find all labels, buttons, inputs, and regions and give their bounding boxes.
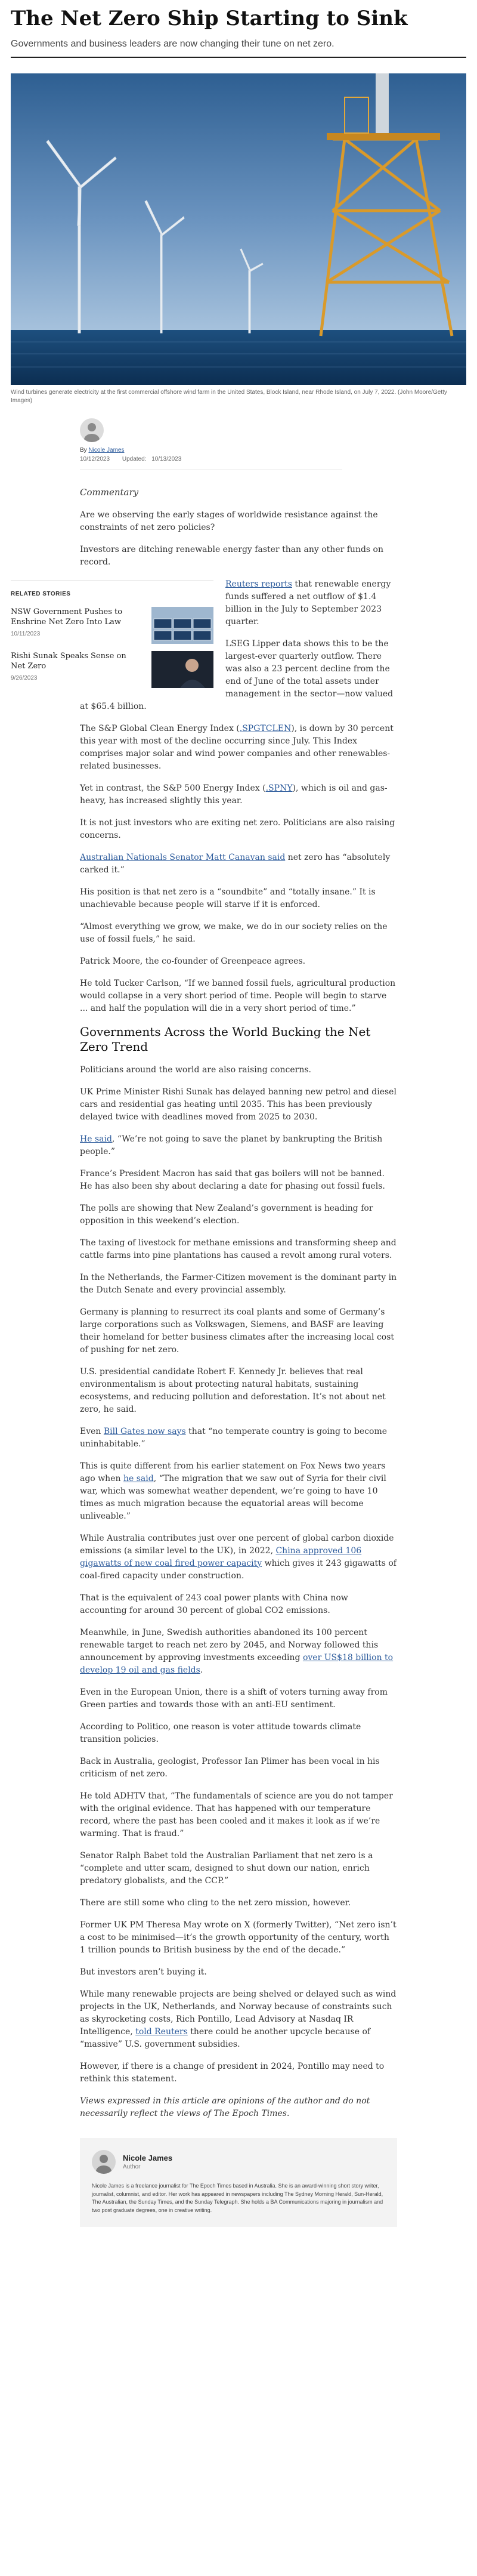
paragraph: Germany is planning to resurrect its coal plants and some of Germany’s large corporations such as Volkswagen, Siemens, and BASF are leaving their homeland for better business climates after the increasing local cost of pushing for net zero.: [80, 1307, 395, 1355]
paragraph: While many renewable projects are being shelved or delayed such as wind projects in the UK, Netherlands, and Norway because of constraints such as skyrocketing costs, Rich Pontillo, Lead Advisory at Nasdaq IR Intelligence, told Reuters there could be another upcycle because of “massive” U.S. government subsidies.: [80, 1989, 397, 2049]
byline-dates: [80, 456, 342, 470]
article-subtitle: Governments and business leaders are now changing their tune on net zero.: [11, 39, 466, 58]
related-stories-heading: RELATED STORIES: [11, 590, 71, 597]
gates-said-link[interactable]: he said: [123, 1473, 154, 1483]
paragraph: Reuters reports that renewable energy funds suffered a net outflow of $1.4 billion in the July to September 2023 quarter.: [225, 579, 391, 627]
related-story-date: 9/26/2023: [11, 674, 38, 681]
speaker-portrait-image: [151, 651, 213, 688]
paragraph: Senator Ralph Babet told the Australian Parliament that net zero is a “complete and utter scam, designed to shut down our nation, enrich predatory globalists, and the CCP.”: [80, 1850, 373, 1886]
paragraph: Politicians around the world are also raising concerns.: [80, 1065, 311, 1075]
byline-author-line: [80, 447, 342, 454]
solar-panels-image: [151, 607, 213, 644]
norway-oil-gas-link[interactable]: over US$18 billion to develop 19 oil and gas fields: [80, 1652, 394, 1675]
author-box-role: Author: [123, 2163, 141, 2170]
paragraph: He told ADHTV that, “The fundamentals of science are you do not tamper with the original evidence. That has happened with our temperature record, where the past has been cooled and it makes it look as if we’re warming. That is fraud.”: [80, 1791, 393, 1838]
opinion-disclaimer: Views expressed in this article are opinions of the author and do not necessarily reflect the views of The Epoch Times.: [80, 2096, 370, 2118]
related-story-title[interactable]: Rishi Sunak Speaks Sense on Net Zero: [11, 651, 126, 671]
author-box-name[interactable]: Nicole James: [123, 2153, 173, 2162]
canavan-link[interactable]: Australian Nationals Senator Matt Canavan said: [80, 852, 286, 862]
paragraph: The polls are showing that New Zealand’s government is heading for opposition in this weekend’s election.: [80, 1203, 373, 1226]
section-heading: Governments Across the World Bucking the Net Zero Trend: [80, 1024, 371, 1054]
paragraph: Yet in contrast, the S&P 500 Energy Index (.SPNY), which is oil and gas-heavy, has increased slightly this year.: [80, 783, 388, 806]
page-bottom-spacer: [0, 2227, 477, 2251]
byline: [80, 418, 342, 470]
paragraph: Even Bill Gates now says that “no temperate country is going to become uninhabitable.”: [80, 1426, 388, 1449]
byline-by-label: By: [80, 447, 87, 454]
paragraph: According to Politico, one reason is voter attitude towards climate transition policies.: [80, 1722, 361, 1744]
paragraph: That is the equivalent of 243 coal power plants with China now accounting for around 30 percent of global CO2 emissions.: [80, 1593, 348, 1615]
author-bio-box: [80, 2138, 397, 2228]
sunak-said-link[interactable]: He said: [80, 1134, 112, 1144]
updated-label: Updated:: [122, 456, 147, 463]
paragraph: But investors aren’t buying it.: [80, 1967, 207, 1977]
offshore-wind-farm-photo: [11, 73, 466, 385]
paragraph: Patrick Moore, the co-founder of Greenpeace agrees.: [80, 956, 306, 966]
article-header: [0, 0, 477, 58]
person-icon: [80, 418, 104, 442]
paragraph: While Australia contributes just over one percent of global carbon dioxide emissions (a similar level to the UK), in 2022, China approved 106 gigawatts of new coal fired power capacity which gives it 243 gigawatts of coal-fired capacity under construction.: [80, 1533, 397, 1581]
related-story-item[interactable]: [11, 647, 213, 692]
article-body: [11, 486, 397, 2120]
paragraph: Are we observing the early stages of worldwide resistance against the constraints of net zero policies?: [80, 510, 378, 532]
paragraph: In the Netherlands, the Farmer-Citizen movement is the dominant party in the Dutch Senate and every provincial assembly.: [80, 1272, 397, 1295]
updated-date: 10/13/2023: [151, 456, 182, 463]
article-title: The Net Zero Ship Starting to Sink: [11, 7, 408, 30]
paragraph: Former UK PM Theresa May wrote on X (formerly Twitter), “Net zero isn’t a cost to be minimised—it’s the growth opportunity of the century, worth 1 trillion pounds to British business by the end of the decade.”: [80, 1920, 397, 1955]
paragraph: His position is that net zero is a “soundbite” and “totally insane.” It is unachievable because people will starve if it is enforced.: [80, 887, 376, 909]
paragraph: He told Tucker Carlson, “If we banned fossil fuels, agricultural production would collapse in a very short period of time. People will begin to starve ... and half the population will die in a very short period of time.”: [80, 978, 396, 1013]
paragraph: Back in Australia, geologist, Professor Ian Plimer has been vocal in his criticism of net zero.: [80, 1756, 380, 1779]
related-story-title[interactable]: NSW Government Pushes to Enshrine Net Zero Into Law: [11, 607, 123, 627]
author-box-bio: Nicole James is a freelance journalist for The Epoch Times based in Australia. She is an award-winning short story writer, journalist, columnist, and editor. Her work has appeared in newspapers including The Sydney Morning Herald, Sun-Herald, The Australian, the Sunday Times, and the Sunday Telegraph. She holds a BA Communications majoring in journalism and two post graduate degrees, one in creative writing.: [92, 2182, 383, 2214]
author-avatar[interactable]: [80, 418, 104, 442]
related-story-item[interactable]: [11, 603, 213, 647]
paragraph: The S&P Global Clean Energy Index (.SPGTCLEN), is down by 30 percent this year with most of the decline occurring since July. This Index comprises major solar and wind power companies and other renewables-related businesses.: [80, 723, 394, 771]
paragraph: It is not just investors who are exiting net zero. Politicians are also raising concerns.: [80, 817, 395, 840]
person-icon: [92, 2150, 116, 2174]
author-box-avatar[interactable]: [92, 2150, 116, 2174]
paragraph: UK Prime Minister Rishi Sunak has delayed banning new petrol and diesel cars and residential gas heating until 2035. This has been previously delayed twice with deadlines moved from 2025 to 2030.: [80, 1087, 397, 1122]
paragraph: France’s President Macron has said that gas boilers will not be banned. He has also been shy about declaring a date for phasing out fossil fuels.: [80, 1168, 385, 1191]
paragraph: Australian Nationals Senator Matt Canavan said net zero has “absolutely carked it.”: [80, 852, 391, 875]
related-story-thumbnail[interactable]: [151, 607, 213, 644]
reuters-reports-link[interactable]: Reuters reports: [225, 579, 292, 589]
hero-caption: Wind turbines generate electricity at the first commercial offshore wind farm in the United States, Block Island, near Rhode Island, on July 7, 2022. (John Moore/Getty Images): [11, 389, 447, 405]
paragraph: The taxing of livestock for methane emissions and transforming sheep and cattle farms into pine plantations has caused a revolt among rural voters.: [80, 1238, 397, 1260]
related-stories: [11, 581, 213, 692]
china-coal-link[interactable]: China approved 106 gigawatts of new coal fired power capacity: [80, 1545, 362, 1568]
spny-link[interactable]: .SPNY: [265, 783, 293, 793]
spgtclen-link[interactable]: .SPGTCLEN: [239, 723, 292, 733]
paragraph: Even in the European Union, there is a shift of voters turning away from Green parties and towards those with an anti-EU sentiment.: [80, 1687, 388, 1710]
paragraph: “Almost everything we grow, we make, we do in our society relies on the use of fossil fuels,” he said.: [80, 921, 388, 944]
related-story-date: 10/11/2023: [11, 630, 41, 637]
hero-image: [11, 73, 466, 385]
byline-author-link[interactable]: Nicole James: [88, 447, 125, 454]
paragraph: He said, “We’re not going to save the planet by bankrupting the British people.”: [80, 1134, 383, 1156]
related-story-thumbnail[interactable]: [151, 651, 213, 688]
paragraph: This is quite different from his earlier statement on Fox News two years ago when he said, “The migration that we saw out of Syria for their civil war, which was somewhat weather dependent, we’re going to have 10 times as much migration because the equatorial areas will become unliveable.”: [80, 1461, 386, 1521]
paragraph: U.S. presidential candidate Robert F. Kennedy Jr. believes that real environmentalism is about protecting natural habitats, sustaining ecosystems, and reducing pollution and deforestation. It’s not about net zero, he said.: [80, 1366, 386, 1414]
bill-gates-link[interactable]: Bill Gates now says: [103, 1426, 186, 1436]
commentary-label: Commentary: [80, 487, 139, 498]
paragraph: However, if there is a change of president in 2024, Pontillo may need to rethink this statement.: [80, 2061, 385, 2084]
paragraph: Meanwhile, in June, Swedish authorities abandoned its 100 percent renewable target to reach net zero by 2045, and Norway followed this announcement by approving investments exceeding over US$18 billion to develop 19 oil and gas fields.: [80, 1627, 394, 1675]
told-reuters-link[interactable]: told Reuters: [135, 2026, 188, 2037]
paragraph: Investors are ditching renewable energy faster than any other funds on record.: [80, 544, 383, 567]
published-date: 10/12/2023: [80, 456, 110, 463]
paragraph: LSEG Lipper data shows this to be the largest-ever quarterly outflow. There was also a 23 percent decline from the end of June of the total assets under management in the sector—now valued at $65.4 billion.: [80, 638, 394, 711]
paragraph: There are still some who cling to the net zero mission, however.: [80, 1898, 351, 1908]
